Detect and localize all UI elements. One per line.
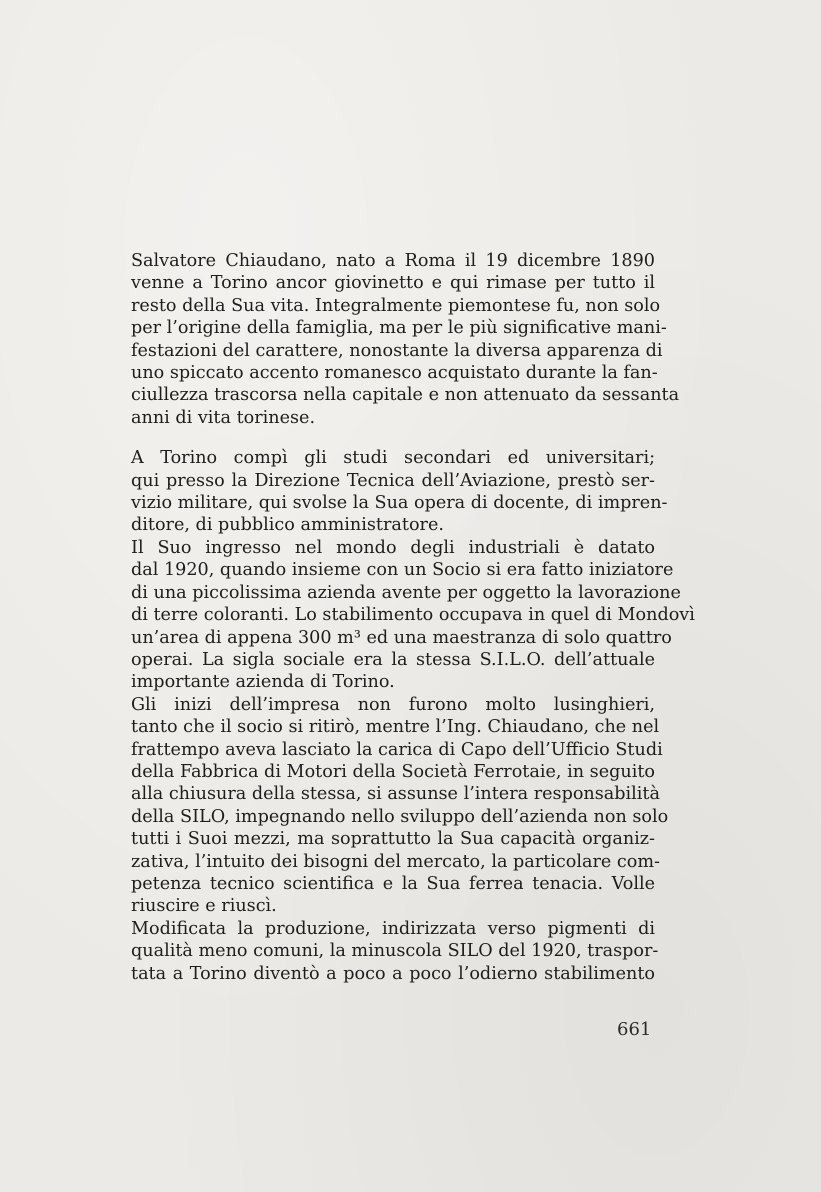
text-line: venne a Torino ancor giovinetto e qui rimase per tutto il (131, 273, 655, 294)
text-line: frattempo aveva lasciato la carica di Capo dell’Ufficio Studi (131, 739, 663, 760)
text-line: Il Suo ingresso nel mondo degli industriali è datato (131, 537, 655, 558)
text-line: uno spiccato accento romanesco acquistato durante la fan- (131, 363, 658, 384)
text-line: resto della Sua vita. Integralmente piemontese fu, non solo (131, 295, 661, 316)
text-line: della SILO, impegnando nello sviluppo dell’azienda non solo (131, 806, 669, 827)
paragraph-1 (131, 250, 680, 429)
text-line: alla chiusura della stessa, si assunse l’intera responsabilità (131, 784, 660, 805)
page-number: 661 (617, 1019, 652, 1040)
text-line: dal 1920, quando insieme con un Socio si era fatto iniziatore (131, 560, 674, 581)
text-line: di una piccolissima azienda avente per oggetto la lavorazione (131, 582, 681, 603)
paragraph-4 (131, 694, 669, 918)
text-line: importante azienda di Torino. (131, 672, 395, 693)
text-line: ditore, di pubblico amministratore. (131, 515, 444, 536)
text-line: Gli inizi dell’impresa non furono molto lusinghieri, (131, 694, 655, 715)
text-line: festazioni del carattere, nonostante la diversa apparenza di (131, 340, 663, 361)
paragraph-3 (131, 537, 695, 694)
body-text (131, 250, 695, 985)
text-line: anni di vita torinese. (131, 407, 316, 428)
text-line: tanto che il socio si ritirò, mentre l’Ing. Chiaudano, che nel (131, 717, 660, 738)
text-line: di terre coloranti. Lo stabilimento occupava in quel di Mondovì (131, 605, 695, 626)
text-line: petenza tecnico scientifica e la Sua ferrea tenacia. Volle (131, 873, 655, 894)
text-line: un’area di appena 300 m³ ed una maestranza di solo quattro (131, 627, 672, 648)
paragraph-5 (131, 918, 659, 985)
text-line: per l’origine della famiglia, ma per le più significative mani- (131, 318, 667, 339)
text-line: qualità meno comuni, la minuscola SILO del 1920, traspor- (131, 941, 659, 962)
text-line: operai. La sigla sociale era la stessa S.I.L.O. dell’attuale (131, 649, 655, 670)
text-line: tutti i Suoi mezzi, ma soprattutto la Sua capacità organiz- (131, 829, 655, 850)
text-line: riuscire e riuscì. (131, 896, 277, 917)
text-line: tata a Torino diventò a poco a poco l’odierno stabilimento (131, 963, 655, 984)
text-line: Salvatore Chiaudano, nato a Roma il 19 dicembre 1890 (131, 251, 655, 271)
text-line: della Fabbrica di Motori della Società Ferrotaie, in seguito (131, 761, 655, 782)
text-line: Modificata la produzione, indirizzata verso pigmenti di (131, 918, 655, 939)
text-line: vizio militare, qui svolse la Sua opera di docente, di impren- (131, 493, 668, 514)
paragraph-2 (131, 447, 668, 537)
text-line: ciullezza trascorsa nella capitale e non attenuato da sessanta (131, 385, 680, 406)
text-line: A Torino compì gli studi secondari ed universitari; (131, 448, 655, 469)
text-line: qui presso la Direzione Tecnica dell’Aviazione, prestò ser- (131, 470, 655, 491)
text-line: zativa, l’intuito dei bisogni del mercato, la particolare com- (131, 851, 660, 872)
